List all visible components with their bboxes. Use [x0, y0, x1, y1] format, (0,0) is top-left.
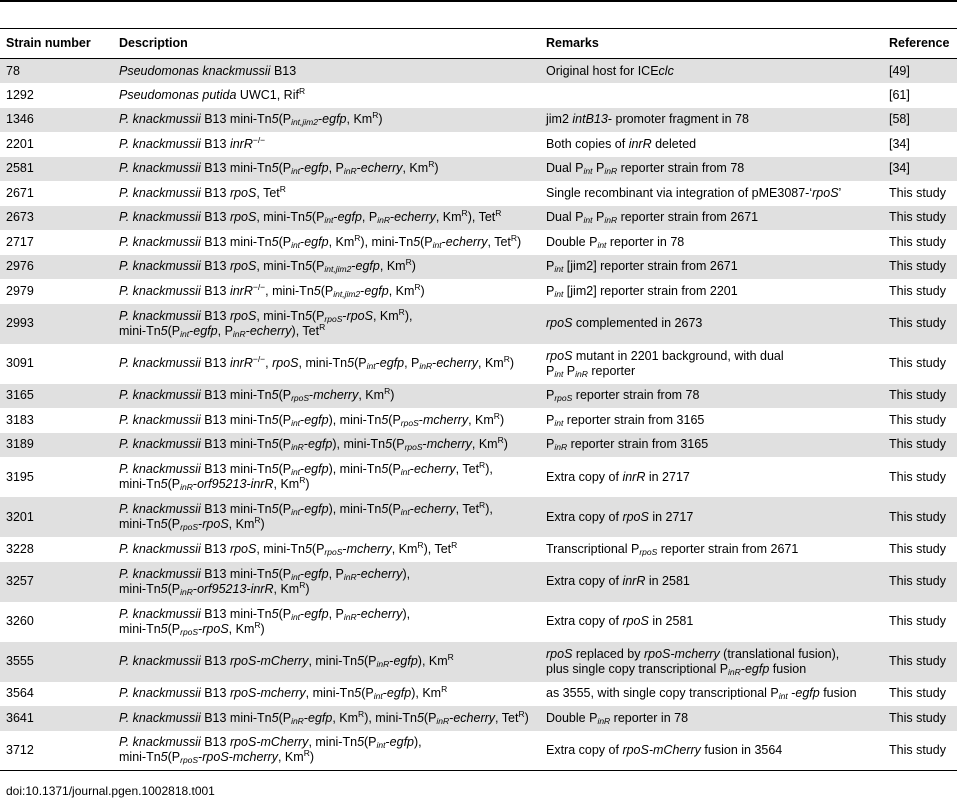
table-row: [0, 132, 957, 157]
strain-number-cell: 3260: [6, 614, 34, 628]
remarks-cell: Single recombinant via integration of pME3087-‘rpoS’: [546, 185, 842, 200]
table-row: [0, 304, 957, 344]
description-cell: P. knackmussii B13 mini-$Tn5(P_{int}$-egfp, $P_{inR}-echerry$), mini-$Tn5(P_{inR}-orf95213$-inrR, $Km^R$): [119, 566, 411, 597]
table-row: [0, 384, 957, 409]
description-cell: P. knackmussii B13 mini-$Tn5(P_{int}$-egfp, $Km^R$), mini-$Tn5(P_{int}$-echerry, Tet$^R$): [119, 232, 522, 250]
description-cell: P. knackmussii B13 rpoS-mCherry, mini-$Tn5(P_{int}-egfp)$, mini-$Tn5(P_{rpoS}-rpoS$-mcherry, $Km^R$): [119, 735, 422, 766]
strain-number-cell: 3712: [6, 742, 34, 757]
table-row: [0, 83, 957, 108]
top-rule: [0, 0, 957, 2]
reference-cell: This study: [889, 316, 946, 330]
strain-number-cell: 2671: [6, 185, 34, 200]
remarks-cell: jim2 intB13- promoter fragment in 78: [546, 112, 749, 127]
strain-number-cell: 3195: [6, 469, 34, 484]
strain-number-cell: 3564: [6, 686, 34, 701]
doi-caption: doi:10.1371/journal.pgen.1002818.t001: [6, 784, 215, 798]
reference-cell: This study: [889, 210, 946, 225]
header-reference: Reference: [889, 36, 950, 50]
strain-table: [0, 28, 957, 771]
strain-number-cell: 3555: [6, 654, 34, 668]
header-description: Description: [119, 36, 188, 50]
table-row: [0, 59, 957, 84]
strain-number-cell: 3189: [6, 437, 34, 452]
remarks-cell: $P_{int}$ [jim2] reporter strain from 2671: [546, 259, 738, 275]
remarks-cell: [540, 83, 883, 108]
remarks-cell: Extra copy of inrR in 2581: [546, 574, 690, 588]
description-cell: P. knackmussii B13 mini-$Tn5(P_{rpoS}$-mcherry, $Km^R$): [119, 386, 395, 404]
remarks-cell: rpoS complemented in 2673: [546, 316, 703, 330]
description-cell: P. knackmussii B13 mini-$Tn5(P_{int}$-egfp, $P_{inR}$-echerry, $Km^R$): [119, 159, 439, 177]
header-row: [0, 29, 957, 59]
table-row: [0, 181, 957, 206]
strain-number-cell: 2581: [6, 161, 34, 176]
reference-cell: This study: [889, 509, 946, 524]
strain-number-cell: 3091: [6, 356, 34, 370]
description-cell: P. knackmussii B13 mini-$Tn5(P_{int}$-egfp, $P_{inR}-echerry$), mini-$Tn5(P_{rpoS}$-rpoS, $Km^R$): [119, 606, 411, 637]
remarks-cell: Dual $P_{int}$ $P_{inR}$ reporter strain from 78: [546, 161, 745, 177]
remarks-cell: $P_{int}$ reporter strain from 3165: [546, 412, 705, 428]
table-row: [0, 682, 957, 707]
reference-cell: This study: [889, 541, 946, 556]
reference-cell: This study: [889, 654, 946, 668]
table-row: [0, 157, 957, 182]
description-cell: P. knackmussii B13 mini-$Tn5(P_{inR}$-egfp, $Km^R$), mini-$Tn5(P_{inR}$-echerry, Tet$^R$): [119, 708, 529, 726]
description-cell: P. knackmussii B13 rpoS, mini-$Tn5(P_{rpoS}$-mcherry, $Km^R$), Tet$^R$: [119, 539, 458, 557]
reference-cell: This study: [889, 742, 946, 757]
table-row: [0, 344, 957, 384]
remarks-cell: Original host for ICEclc: [546, 63, 674, 78]
remarks-cell: $P_{int}$ [jim2] reporter strain from 2201: [546, 283, 738, 299]
strain-number-cell: 2993: [6, 316, 34, 330]
reference-cell: [58]: [889, 112, 910, 127]
strain-number-cell: 3183: [6, 412, 34, 427]
remarks-cell: as 3555, with single copy transcriptional $P_{int}$ -egfp fusion: [546, 686, 857, 702]
strain-number-cell: 1346: [6, 112, 34, 127]
strain-number-cell: 2717: [6, 234, 34, 249]
strain-number-cell: 3228: [6, 541, 34, 556]
remarks-cell: Double $P_{inR}$ reporter in 78: [546, 710, 689, 726]
description-cell: P. knackmussii B13 rpoS, mini-$Tn5(P_{int,jim2}$-egfp, $Km^R$): [119, 257, 416, 275]
table-row: [0, 602, 957, 642]
reference-cell: [49]: [889, 63, 910, 78]
strain-number-cell: 2976: [6, 259, 34, 274]
remarks-cell: Dual $P_{int}$ $P_{inR}$ reporter strain from 2671: [546, 210, 759, 226]
remarks-cell: Double $P_{int}$ reporter in 78: [546, 234, 685, 250]
reference-cell: [34]: [889, 161, 910, 176]
table-row: [0, 408, 957, 433]
header-strain-number: Strain number: [6, 36, 91, 50]
strain-number-cell: 3257: [6, 574, 34, 588]
description-cell: P. knackmussii B13 rpoS-mCherry, mini-$Tn5(P_{inR}-egfp)$, $Km^R$: [119, 652, 454, 669]
remarks-cell: Extra copy of rpoS in 2717: [546, 509, 694, 524]
description-cell: P. knackmussii B13 mini-$Tn5(P_{int}-egfp)$, mini-$Tn5(P_{rpoS}$-mcherry, $Km^R$): [119, 410, 505, 428]
remarks-cell: Extra copy of inrR in 2717: [546, 469, 690, 484]
description-cell: P. knackmussii B13 rpoS, mini-$Tn5(P_{rpoS}$-rpoS, $Km^R$), mini-$Tn5(P_{int}$-egfp, $P_{inR}-echerry$), Tet$^R$: [119, 306, 413, 339]
reference-cell: This study: [889, 614, 946, 628]
reference-cell: This study: [889, 283, 946, 298]
table-row: [0, 497, 957, 537]
description-cell: P. knackmussii B13 mini-$Tn5(P_{inR}-egfp)$, mini-$Tn5(P_{rpoS}$-mcherry, $Km^R$): [119, 435, 508, 453]
reference-cell: This study: [889, 437, 946, 452]
remarks-cell: Extra copy of rpoS in 2581: [546, 614, 694, 628]
table-row: [0, 642, 957, 682]
reference-cell: This study: [889, 574, 946, 588]
remarks-cell: rpoS replaced by rpoS-mcherry (translational fusion), plus single copy transcriptional $P_{inR}$-egfp fusion: [546, 646, 840, 677]
remarks-cell: Both copies of inrR deleted: [546, 136, 697, 151]
strain-number-cell: 2201: [6, 136, 34, 151]
strain-number-cell: 3201: [6, 509, 34, 524]
table-row: [0, 279, 957, 304]
description-cell: P. knackmussii B13 mini-$Tn5(P_{int,jim2}$-egfp, $Km^R$): [119, 110, 383, 128]
strain-number-cell: 1292: [6, 87, 34, 102]
description-cell: Pseudomonas knackmussii B13: [119, 63, 297, 78]
remarks-cell: Extra copy of rpoS-mCherry fusion in 3564: [546, 742, 783, 757]
table-row: [0, 433, 957, 458]
strain-number-cell: 3641: [6, 710, 34, 725]
table-row: [0, 731, 957, 771]
reference-cell: This study: [889, 356, 946, 370]
table-row: [0, 206, 957, 231]
table-row: [0, 706, 957, 731]
description-cell: P. knackmussii B13 inrR−/−, mini-$Tn5(P_{int,jim2}$-egfp, $Km^R$): [119, 281, 425, 299]
strain-number-cell: 2979: [6, 283, 34, 298]
table-row: [0, 562, 957, 602]
header-remarks: Remarks: [546, 36, 599, 50]
strain-number-cell: 78: [6, 63, 20, 78]
description-cell: P. knackmussii B13 rpoS-mcherry, mini-$Tn5(P_{int}-egfp)$, $Km^R$: [119, 684, 448, 702]
remarks-cell: $P_{rpoS}$ reporter strain from 78: [546, 388, 700, 404]
description-cell: P. knackmussii B13 mini-$Tn5(P_{int}-egfp)$, mini-$Tn5(P_{int}$-echerry, Tet$^R$), mini-$Tn5(P_{rpoS}$-rpoS, $Km^R$): [119, 500, 493, 532]
table-row: [0, 230, 957, 255]
reference-cell: This study: [889, 686, 946, 701]
description-cell: P. knackmussii B13 inrR−/−: [119, 134, 266, 151]
reference-cell: This study: [889, 412, 946, 427]
table-row: [0, 108, 957, 133]
description-cell: P. knackmussii B13 rpoS, mini-$Tn5(P_{int}$-egfp, $P_{inR}$-echerry, $Km^R$), Tet$^R$: [119, 208, 502, 226]
table-body: [0, 59, 957, 771]
table-row: [0, 537, 957, 562]
reference-cell: This study: [889, 710, 946, 725]
reference-cell: This study: [889, 259, 946, 274]
remarks-cell: Transcriptional $P_{rpoS}$ reporter strain from 2671: [546, 541, 799, 557]
description-cell: P. knackmussii B13 inrR−/−, rpoS, mini-$Tn5(P_{int}$-egfp, $P_{inR}$-echerry, $Km^R$): [119, 354, 515, 371]
strain-number-cell: 2673: [6, 210, 34, 225]
reference-cell: This study: [889, 388, 946, 403]
description-cell: Pseudomonas putida UWC1, Rif$^R$: [119, 85, 306, 102]
table-row: [0, 255, 957, 280]
reference-cell: This study: [889, 469, 946, 484]
remarks-cell: rpoS mutant in 2201 background, with dual $P_{int}$ $P_{inR}$ reporter: [546, 348, 784, 379]
reference-cell: This study: [889, 185, 946, 200]
remarks-cell: $P_{inR}$ reporter strain from 3165: [546, 437, 709, 453]
description-cell: P. knackmussii B13 rpoS, Tet$^R$: [119, 183, 286, 200]
reference-cell: This study: [889, 234, 946, 249]
description-cell: P. knackmussii B13 mini-$Tn5(P_{int}-egfp)$, mini-$Tn5(P_{int}$-echerry, Tet$^R$), mini-$Tn5(P_{inR}-orf95213$-inrR, $Km^R$): [119, 460, 493, 492]
reference-cell: [61]: [889, 87, 910, 102]
table-row: [0, 457, 957, 497]
strain-number-cell: 3165: [6, 388, 34, 403]
reference-cell: [34]: [889, 136, 910, 151]
